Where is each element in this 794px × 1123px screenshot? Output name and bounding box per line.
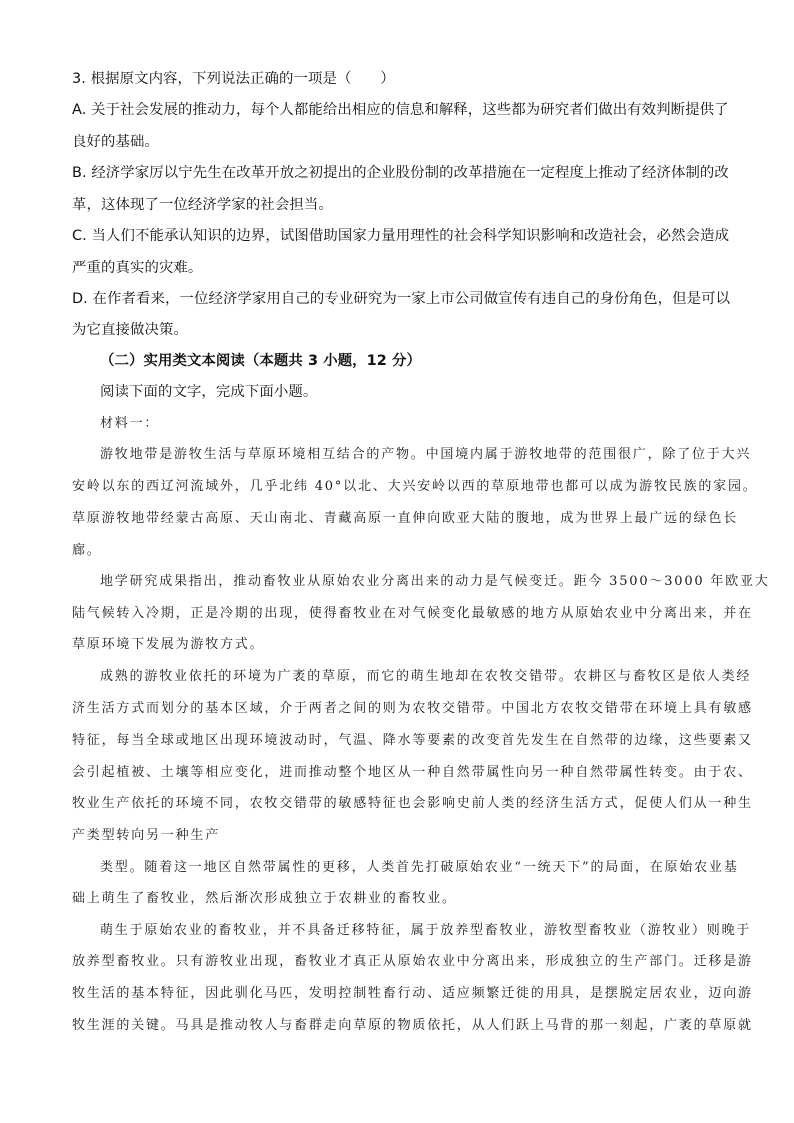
option-b-line-1: B. 经济学家厉以宁先生在改革开放之初提出的企业股份制的改革措施在一定程度上推动了经济体制的改: [72, 165, 729, 181]
para-2-line-3: 草原环境下发展为游牧方式。: [72, 637, 265, 652]
para-2-line-1: 地学研究成果指出，推动畜牧业从原始农业分离出来的动力是气候变迁。距今 3500～3000 年欧亚大: [100, 574, 770, 589]
question-stem: 3. 根据原文内容，下列说法正确的一项是（ ）: [72, 71, 395, 87]
option-d-line-2: 为它直接做决策。: [72, 322, 188, 338]
para-3-line-2: 济生活方式而划分的基本区域，介于两者之间的则为农牧交错带。中国北方农牧交错带在环境上具有敏感: [72, 701, 753, 716]
para-5-line-1: 萌生于原始农业的畜牧业，并不具备迁移特征，属于放养型畜牧业，游牧型畜牧业（游牧业）则晚于: [100, 923, 752, 938]
material-label: 材料一：: [100, 416, 160, 431]
para-5-line-2: 放养型畜牧业。只有游牧业出现，畜牧业才真正从原始农业中分离出来，形成独立的生产部门。迁移是游: [72, 954, 753, 969]
para-1-line-4: 廊。: [72, 543, 102, 558]
para-5-line-4: 牧生涯的关键。马具是推动牧人与畜群走向草原的物质依托，从人们跃上马背的那一刻起，广袤的草原就: [72, 1018, 753, 1033]
section-heading: （二）实用类文本阅读（本题共 3 小题，12 分）: [100, 353, 421, 369]
option-c-line-2: 严重的真实的灾难。: [72, 260, 203, 276]
para-2-line-2: 陆气候转入冷期，正是冷期的出现，使得畜牧业在对气候变化最敏感的地方从原始农业中分离出来，并在: [72, 606, 753, 621]
option-c-line-1: C. 当人们不能承认知识的边界，试图借助国家力量用理性的社会科学知识影响和改造社会，必然会造成: [72, 228, 730, 244]
para-4-line-1: 类型。随着这一地区自然带属性的更移，人类首先打破原始农业“一统天下”的局面，在原始农业基: [100, 860, 739, 875]
section-instruction: 阅读下面的文字，完成下面小题。: [100, 384, 318, 400]
para-3-line-4: 会引起植被、土壤等相应变化，进而推动整个地区从一种自然带属性向另一种自然带属性转变。由于农、: [72, 765, 753, 780]
option-a-line-1: A. 关于社会发展的推动力，每个人都能给出相应的信息和解释，这些都为研究者们做出有效判断提供了: [72, 102, 729, 118]
para-1-line-3: 草原游牧地带经蒙古高原、天山南北、青藏高原一直伸向欧亚大陆的腹地，成为世界上最广远的绿色长: [72, 511, 739, 526]
para-3-line-1: 成熟的游牧业依托的环境为广袤的草原，而它的萌生地却在农牧交错带。农耕区与畜牧区是依人类经: [100, 669, 752, 684]
para-3-line-3: 特征，每当全球或地区出现环境波动时，气温、降水等要素的改变首先发生在自然带的边缘，这些要素又: [72, 733, 753, 748]
option-b-line-2: 革，这体现了一位经济学家的社会担当。: [72, 197, 333, 213]
option-a-line-2: 良好的基础。: [72, 134, 159, 150]
para-1-line-2: 安岭以东的西辽河流域外，几乎北纬 40°以北、大兴安岭以西的草原地带也都可以成为游牧民族的家园。: [72, 479, 758, 494]
para-5-line-3: 牧生活的基本特征，因此驯化马匹，发明控制牲畜行动、适应频繁迁徙的用具，是摆脱定居农业，迈向游: [72, 986, 753, 1001]
para-3-line-6: 产类型转向另一种生产: [72, 828, 221, 843]
option-d-line-1: D. 在作者看来，一位经济学家用自己的专业研究为一家上市公司做宣传有违自己的身份角色，但是可以: [72, 291, 731, 307]
para-3-line-5: 牧业生产依托的环境不同，农牧交错带的敏感特征也会影响史前人类的经济生活方式，促使人们从一种生: [72, 796, 753, 811]
para-1-line-1: 游牧地带是游牧生活与草原环境相互结合的产物。中国境内属于游牧地带的范围很广，除了位于大兴: [100, 447, 752, 462]
para-4-line-2: 础上萌生了畜牧业，然后渐次形成独立于农耕业的畜牧业。: [72, 891, 457, 906]
